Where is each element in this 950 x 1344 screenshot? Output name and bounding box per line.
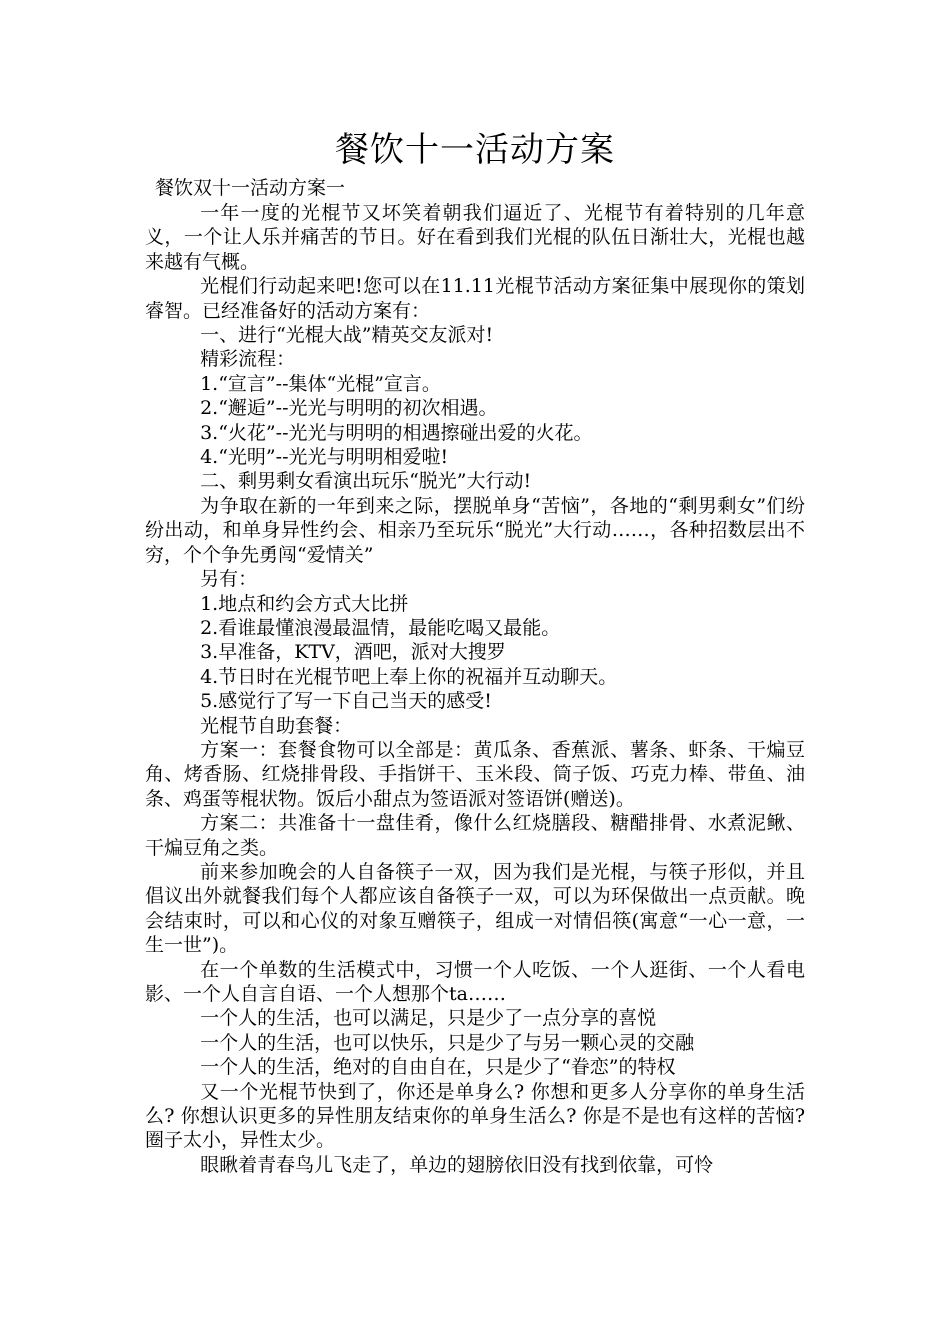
paragraph: 4.节日时在光棍节吧上奉上你的祝福并互动聊天。	[200, 665, 618, 688]
paragraph: 一个人的生活，绝对的自由自在，只是少了“眷恋”的特权	[200, 1056, 676, 1079]
paragraph: 方案二：共准备十一盘佳肴，像什么红烧膳段、糖醋排骨、水煮泥鳅、干煸豆角之类。	[145, 812, 805, 859]
paragraph: 一个人的生活，也可以快乐，只是少了与另一颗心灵的交融	[200, 1031, 695, 1054]
document-subtitle: 餐饮双十一活动方案一	[155, 177, 346, 199]
paragraph: 另有：	[200, 568, 258, 591]
paragraph: 2.“邂逅”--光光与明明的初次相遇。	[200, 397, 498, 420]
paragraph: 3.“火花”--光光与明明的相遇擦碰出爱的火花。	[200, 421, 593, 444]
paragraph: 1.地点和约会方式大比拼	[200, 592, 409, 615]
paragraph: 前来参加晚会的人自备筷子一双，因为我们是光棍，与筷子形似，并且倡议出外就餐我们每个人都应该自备筷子一双，可以为环保做出一点贡献。晚会结束时，可以和心仪的对象互赠筷子，组成一对情侣筷(寓意“一心一意，一生一世”)。	[145, 860, 805, 957]
paragraph: 5.感觉行了写一下自己当天的感受!	[200, 690, 492, 713]
paragraph: 又一个光棍节快到了，你还是单身么? 你想和更多人分享你的单身生活么? 你想认识更多的异性朋友结束你的单身生活么? 你是不是也有这样的苦恼?圈子太小，异性太少。	[145, 1080, 805, 1152]
document-title: 餐饮十一活动方案	[335, 130, 615, 170]
paragraph: 方案一：套餐食物可以全部是：黄瓜条、香蕉派、薯条、虾条、干煸豆角、烤香肠、红烧排骨段、手指饼干、玉米段、筒子饭、巧克力棒、带鱼、油条、鸡蛋等棍状物。饭后小甜点为签语派对签语饼(赠送)。	[145, 738, 805, 810]
paragraph: 3.早准备，KTV，酒吧，派对大搜罗	[200, 641, 506, 664]
paragraph: 1.“宣言”--集体“光棍”宣言。	[200, 372, 441, 395]
paragraph: 精彩流程：	[200, 348, 296, 371]
paragraph: 一、进行“光棍大战”精英交友派对!	[200, 324, 494, 347]
document-body	[145, 201, 805, 1177]
paragraph: 光棍节自助套餐：	[200, 714, 353, 737]
paragraph: 光棍们行动起来吧!您可以在11.11光棍节活动方案征集中展现你的策划睿智。已经准备好的活动方案有：	[145, 275, 805, 322]
paragraph: 为争取在新的一年到来之际，摆脱单身“苦恼”，各地的“剩男剩女”们纷纷出动，和单身异性约会、相亲乃至玩乐“脱光”大行动……，各种招数层出不穷，个个争先勇闯“爱情关”	[145, 494, 805, 566]
paragraph: 2.看谁最懂浪漫最温情，最能吃喝又最能。	[200, 616, 561, 639]
paragraph: 4.“光明”--光光与明明相爱啦!	[200, 446, 449, 469]
paragraph: 在一个单数的生活模式中，习惯一个人吃饭、一个人逛街、一个人看电影、一个人自言自语、一个人想那个ta……	[145, 958, 805, 1005]
paragraph: 二、剩男剩女看演出玩乐“脱光”大行动!	[200, 470, 532, 493]
paragraph: 眼瞅着青春鸟儿飞走了，单边的翅膀依旧没有找到依靠，可怜	[200, 1153, 714, 1176]
paragraph: 一年一度的光棍节又坏笑着朝我们逼近了、光棍节有着特别的几年意义，一个让人乐并痛苦的节日。好在看到我们光棍的队伍日渐壮大，光棍也越来越有气概。	[145, 202, 805, 273]
paragraph: 一个人的生活，也可以满足，只是少了一点分享的喜悦	[200, 1007, 657, 1030]
